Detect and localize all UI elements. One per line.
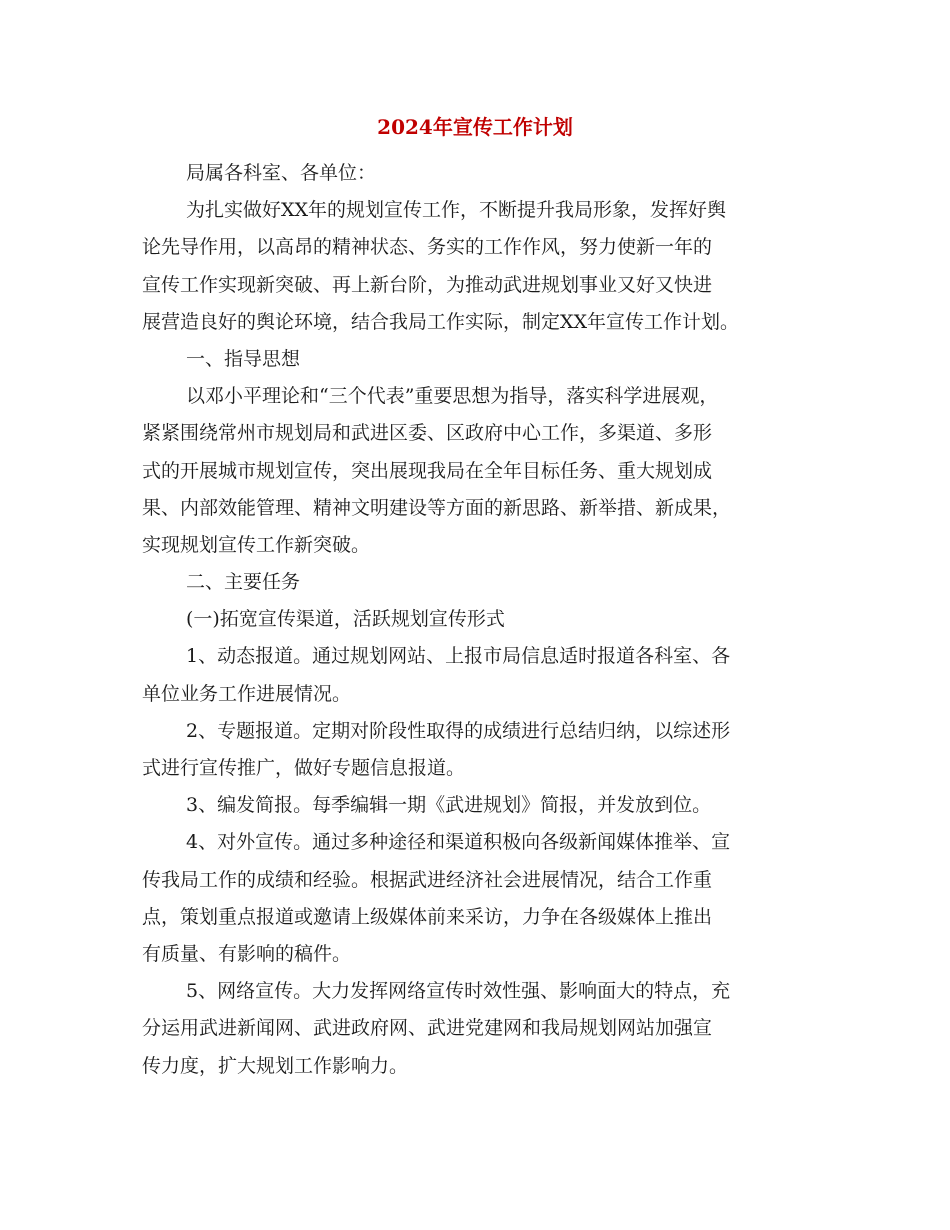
body-line: 传我局工作的成绩和经验。根据武进经济社会进展情况，结合工作重 — [142, 868, 713, 891]
body-line: 式进行宣传推广，做好专题信息报道。 — [142, 757, 466, 779]
body-line: (一)拓宽宣传渠道，活跃规划宣传形式 — [186, 608, 505, 631]
body-line: 传力度，扩大规划工作影响力。 — [142, 1054, 409, 1077]
body-line: 果、内部效能管理、精神文明建设等方面的新思路、新举措、新成果， — [142, 496, 732, 519]
body-line: 论先导作用，以高昂的精神状态、务实的工作作风，努力使新一年的 — [142, 236, 713, 259]
body-line: 1、动态报道。通过规划网站、上报市局信息适时报道各科室、各 — [186, 645, 731, 668]
body-line: 点，策划重点报道或邀请上级媒体前来采访，力争在各级媒体上推出 — [142, 905, 713, 928]
body-line: 单位业务工作进展情况。 — [142, 682, 352, 705]
body-line: 式的开展城市规划宣传，突出展现我局在全年目标任务、重大规划成 — [142, 459, 713, 482]
body-line: 有质量、有影响的稿件。 — [142, 942, 352, 965]
body-line: 4、对外宣传。通过多种途径和渠道积极向各级新闻媒体推举、宣 — [186, 831, 731, 854]
body-line: 展营造良好的舆论环境，结合我局工作实际，制定XX年宣传工作计划。 — [142, 310, 740, 333]
body-line: 分运用武进新闻网、武进政府网、武进党建网和我局规划网站加强宣 — [142, 1017, 713, 1040]
body-line: 2、专题报道。定期对阶段性取得的成绩进行总结归纳，以综述形 — [186, 719, 731, 742]
body-line: 紧紧围绕常州市规划局和武进区委、区政府中心工作，多渠道、多形 — [142, 422, 713, 445]
body-line: 局属各科室、各单位： — [186, 162, 377, 184]
body-line: 宣传工作实现新突破、再上新台阶，为推动武进规划事业又好又快进 — [142, 273, 713, 296]
body-line: 3、编发简报。每季编辑一期《武进规划》简报，并发放到位。 — [186, 794, 712, 817]
document-body — [142, 155, 812, 1085]
body-line: 5、网络宣传。大力发挥网络宣传时效性强、影响面大的特点，充 — [186, 980, 731, 1003]
body-line: 一、指导思想 — [186, 347, 301, 370]
body-line: 为扎实做好XX年的规划宣传工作，不断提升我局形象，发挥好舆 — [186, 199, 727, 222]
document-title: 2024年宣传工作计划 — [377, 115, 573, 139]
body-line: 实现规划宣传工作新突破。 — [142, 533, 371, 556]
body-line: 以邓小平理论和“三个代表”重要思想为指导，落实科学进展观， — [186, 385, 719, 408]
body-line: 二、主要任务 — [186, 571, 301, 594]
